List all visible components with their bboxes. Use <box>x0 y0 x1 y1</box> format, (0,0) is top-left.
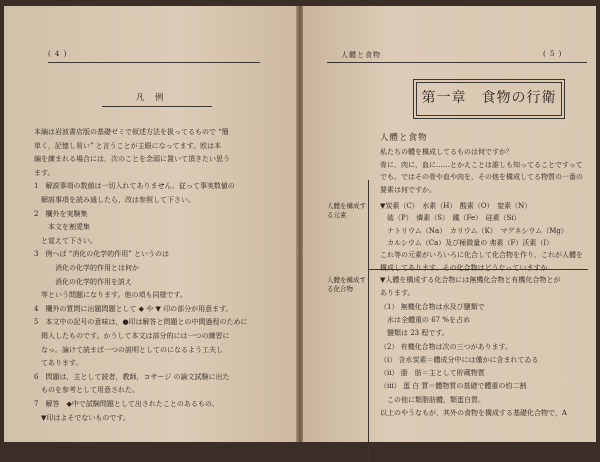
compound-line: 以上のやうなもが，其外の食物を構成する基礎化合物で，A <box>380 409 567 417</box>
right-header-rule <box>327 62 587 63</box>
element-line: 硫（P） 燐素（S） 鐵（Fe） 硅素（Si） <box>380 214 521 223</box>
left-header-rule <box>48 62 260 63</box>
running-head: 人體と食物 <box>341 51 381 59</box>
body-line: なっ。論けて読まば一つの説明としてのになるよう工夫し <box>34 345 223 354</box>
chapter-title: 第一章 食物の行衛 <box>421 90 557 106</box>
body-line: 2 欄外を実験集 <box>34 209 88 218</box>
side-note-compounds: 人體を構成する化合物 <box>327 276 366 293</box>
body-line: 4 欄外の質問に出題問題として ◆ や ▼ 印の部分が用意ます。 <box>34 304 233 313</box>
body-line: 消化の化学的作用を説え <box>34 277 132 286</box>
compound-line: あります。 <box>380 289 415 298</box>
intro-line: でも。ではその骨や血や肉を，その他を構成してる物質の一番の <box>380 173 583 181</box>
chapter-box <box>413 79 565 119</box>
right-page <box>303 6 596 442</box>
body-line: 等という問題になります。他の項も同様です。 <box>34 291 187 300</box>
element-line: これ等の元素がいろいろに化合して化合物を作り，これが人體を <box>380 251 583 260</box>
body-line: てあります。 <box>34 359 83 368</box>
compound-line: ▼人體を構成する化合物には無機化合物と有機化合物とが <box>380 276 561 284</box>
body-line: 本編は岩波書店版の基礎ゼミで叙述方法を扱ってるもので “簡 <box>34 128 229 136</box>
intro-line: 要素は何ですか。 <box>380 185 436 194</box>
compound-line: （2） 有機化合物は次の三つがあります。 <box>380 342 513 351</box>
margin-rule <box>368 180 369 462</box>
right-page-number: ( 5 ) <box>543 50 563 58</box>
compound-line: （ii） 脂 肪＝主として貯蔵物質 <box>380 369 485 378</box>
body-line: ▼印はよそでないものです。 <box>34 413 130 422</box>
compound-line: （1） 無機化合物は水及び鹽類で <box>380 302 485 311</box>
compound-line: 水は全體重の 67 %を占め <box>380 315 471 324</box>
compound-line: この他に類脂肪體，類蛋白質。 <box>380 395 485 404</box>
side-note-elements: 人體を構成する元素 <box>327 202 366 219</box>
body-line: 単く，記憶し易い” と言うことが主眼になってます。欧は本 <box>34 141 222 150</box>
body-line: 消化の化学的作用とは何か <box>34 264 139 272</box>
section-title: 人體と食物 <box>380 133 428 143</box>
body-line: 本文を割愛集 <box>34 223 90 232</box>
intro-line: 骨に，肉に，血に……とかえことは誰しも知ってることですって <box>380 160 583 169</box>
body-line: 6 問題は，主として読者，教師，コサージ の論文試験に出た <box>34 372 230 381</box>
body-line: 3 例へば “消化の化学的作用” というのは <box>34 250 170 259</box>
body-line: ます。 <box>34 168 55 177</box>
body-line: 5 本文中の記号の意味は，●印は解答と問題との中間過程のために <box>34 318 248 327</box>
body-line: 1 解説事項の数値は一切入れてありません。従って事実数値の <box>34 182 235 191</box>
body-line: 7 解答 ◆中で試験問題として出されたことのあるもの。 <box>34 400 219 408</box>
body-line: と覚えて下さい。 <box>34 236 97 245</box>
compound-line: 鹽類は 23 程です。 <box>380 329 449 338</box>
body-line: 掲入したものです。かうして本文は部分的には一つの練習に <box>34 332 230 340</box>
compound-line: （iii） 蛋 白 質＝體物質の基礎で體重の約二割 <box>380 382 527 391</box>
title-underline <box>102 106 212 107</box>
element-line: ▼炭素（C） 水素（H） 酸素（O） 窒素（N） <box>380 202 532 210</box>
intro-line: 私たちの體を構成してるものは何ですか？ <box>380 148 513 156</box>
body-line: 編を練まれる場合には，次のことを念頭に置いて頂きたい思う <box>34 155 230 164</box>
body-line: ものを参考として用意された。 <box>34 386 139 395</box>
element-line: 構成してあります。その化合物はどうなっていますか <box>380 263 548 272</box>
left-page <box>4 6 297 442</box>
compound-line: （i） 含水炭素＝體成分中には僅かに含まれてゐる <box>380 355 539 364</box>
element-line: ナトリウム（Na） カリウム（K） マグネシウム（Mg） <box>380 226 568 235</box>
left-page-title: 凡 例 <box>136 93 165 103</box>
body-line: 解説事項を読み通したら，改は参照して下さい。 <box>34 196 195 204</box>
left-page-number: ( 4 ) <box>48 50 68 58</box>
element-line: カルシウム（Ca）及び極微量の 弗素（F）沃素（I） <box>380 238 554 247</box>
